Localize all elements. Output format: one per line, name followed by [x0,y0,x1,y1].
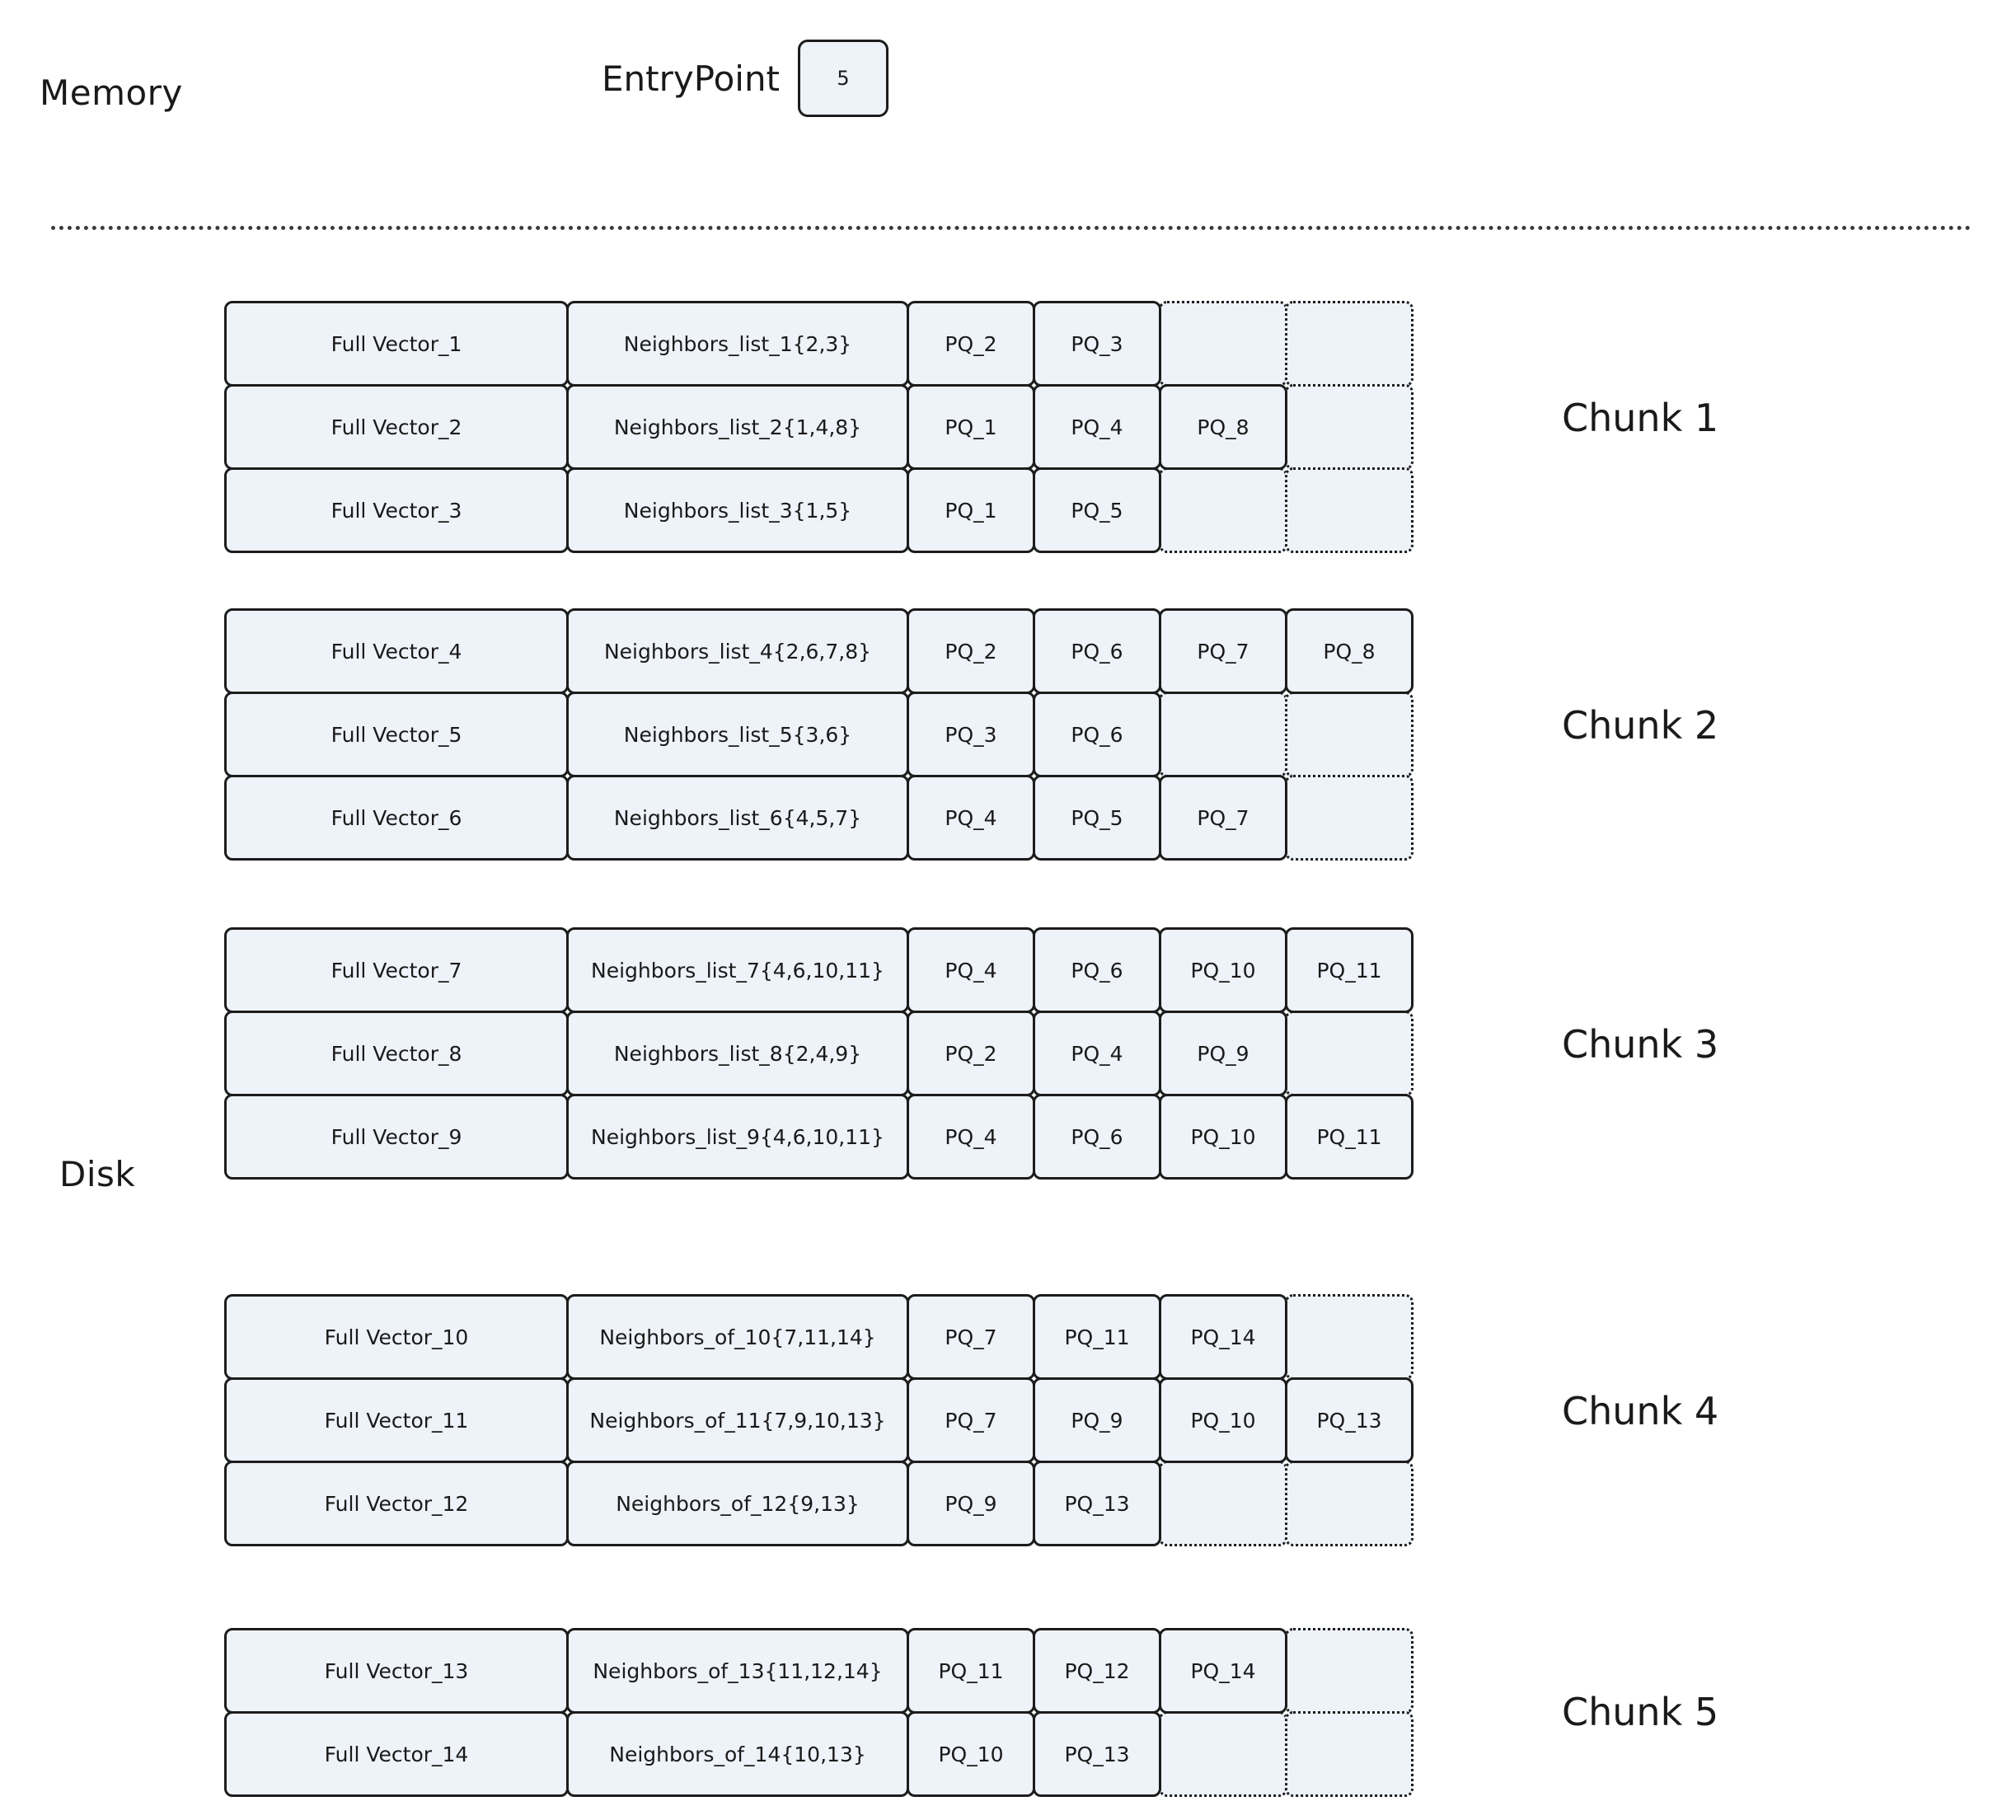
full-vector-cell[interactable]: Full Vector_3 [224,467,569,553]
full-vector-cell[interactable]: Full Vector_13 [224,1628,569,1714]
pq-cell[interactable]: PQ_6 [1033,692,1161,777]
pq-cell[interactable]: PQ_4 [1033,384,1161,470]
chunk-title: Chunk 3 [1562,1022,1719,1067]
pq-cell[interactable]: PQ_13 [1033,1711,1161,1797]
pq-cell[interactable]: PQ_9 [1033,1377,1161,1463]
chunk-row [224,1461,1414,1546]
chunk-rows [224,1294,1414,1546]
chunk-rows [224,608,1414,861]
disk-label: Disk [59,1154,136,1194]
neighbors-list-cell[interactable]: Neighbors_of_13{11,12,14} [566,1628,909,1714]
neighbors-list-cell[interactable]: Neighbors_list_1{2,3} [566,301,909,387]
memory-label: Memory [40,73,183,113]
pq-cell[interactable]: PQ_10 [907,1711,1035,1797]
pq-cell[interactable]: PQ_9 [1159,1011,1287,1096]
chunk-row [224,1377,1414,1463]
pq-cell[interactable]: PQ_10 [1159,927,1287,1013]
pq-cell[interactable]: PQ_10 [1159,1094,1287,1180]
chunk-row [224,608,1414,694]
neighbors-list-cell[interactable]: Neighbors_of_11{7,9,10,13} [566,1377,909,1463]
full-vector-cell[interactable]: Full Vector_1 [224,301,569,387]
full-vector-cell[interactable]: Full Vector_10 [224,1294,569,1380]
pq-cell[interactable]: PQ_8 [1285,608,1414,694]
neighbors-list-cell[interactable]: Neighbors_list_9{4,6,10,11} [566,1094,909,1180]
empty-pq-slot [1285,1711,1414,1797]
chunk-row [224,1294,1414,1380]
neighbors-list-cell[interactable]: Neighbors_list_6{4,5,7} [566,775,909,861]
pq-cell[interactable]: PQ_5 [1033,775,1161,861]
pq-cell[interactable]: PQ_1 [907,384,1035,470]
neighbors-list-cell[interactable]: Neighbors_list_7{4,6,10,11} [566,927,909,1013]
pq-cell[interactable]: PQ_7 [907,1294,1035,1380]
chunk-title: Chunk 5 [1562,1690,1719,1734]
full-vector-cell[interactable]: Full Vector_2 [224,384,569,470]
neighbors-list-cell[interactable]: Neighbors_list_4{2,6,7,8} [566,608,909,694]
pq-cell[interactable]: PQ_7 [1159,608,1287,694]
neighbors-list-cell[interactable]: Neighbors_of_10{7,11,14} [566,1294,909,1380]
pq-cell[interactable]: PQ_4 [907,775,1035,861]
empty-pq-slot [1285,775,1414,861]
chunk-row [224,775,1414,861]
pq-cell[interactable]: PQ_2 [907,301,1035,387]
pq-cell[interactable]: PQ_7 [1159,775,1287,861]
pq-cell[interactable]: PQ_11 [1285,927,1414,1013]
empty-pq-slot [1285,467,1414,553]
pq-cell[interactable]: PQ_13 [1033,1461,1161,1546]
pq-cell[interactable]: PQ_4 [907,927,1035,1013]
empty-pq-slot [1285,1461,1414,1546]
empty-pq-slot [1285,301,1414,387]
pq-cell[interactable]: PQ_4 [907,1094,1035,1180]
chunk-row [224,692,1414,777]
empty-pq-slot [1159,1711,1287,1797]
neighbors-list-cell[interactable]: Neighbors_list_3{1,5} [566,467,909,553]
pq-cell[interactable]: PQ_6 [1033,608,1161,694]
chunk-row [224,1094,1414,1180]
pq-cell[interactable]: PQ_3 [907,692,1035,777]
empty-pq-slot [1159,1461,1287,1546]
entrypoint-group [602,40,888,117]
entrypoint-value: 5 [837,67,850,90]
full-vector-cell[interactable]: Full Vector_7 [224,927,569,1013]
neighbors-list-cell[interactable]: Neighbors_list_8{2,4,9} [566,1011,909,1096]
empty-pq-slot [1285,1011,1414,1096]
empty-pq-slot [1285,692,1414,777]
chunk-row [224,1011,1414,1096]
neighbors-list-cell[interactable]: Neighbors_list_5{3,6} [566,692,909,777]
pq-cell[interactable]: PQ_6 [1033,927,1161,1013]
pq-cell[interactable]: PQ_14 [1159,1628,1287,1714]
pq-cell[interactable]: PQ_11 [1033,1294,1161,1380]
chunk-row [224,467,1414,553]
chunk-row [224,301,1414,387]
pq-cell[interactable]: PQ_13 [1285,1377,1414,1463]
pq-cell[interactable]: PQ_9 [907,1461,1035,1546]
empty-pq-slot [1285,1628,1414,1714]
empty-pq-slot [1159,692,1287,777]
pq-cell[interactable]: PQ_2 [907,1011,1035,1096]
full-vector-cell[interactable]: Full Vector_5 [224,692,569,777]
pq-cell[interactable]: PQ_14 [1159,1294,1287,1380]
memory-disk-divider [51,226,1971,230]
pq-cell[interactable]: PQ_11 [1285,1094,1414,1180]
chunk-row [224,1711,1414,1797]
chunk-row [224,1628,1414,1714]
empty-pq-slot [1285,384,1414,470]
neighbors-list-cell[interactable]: Neighbors_of_14{10,13} [566,1711,909,1797]
pq-cell[interactable]: PQ_8 [1159,384,1287,470]
pq-cell[interactable]: PQ_5 [1033,467,1161,553]
empty-pq-slot [1159,301,1287,387]
empty-pq-slot [1285,1294,1414,1380]
full-vector-cell[interactable]: Full Vector_6 [224,775,569,861]
pq-cell[interactable]: PQ_6 [1033,1094,1161,1180]
chunk-title: Chunk 1 [1562,396,1719,440]
chunk-row [224,927,1414,1013]
full-vector-cell[interactable]: Full Vector_12 [224,1461,569,1546]
full-vector-cell[interactable]: Full Vector_11 [224,1377,569,1463]
pq-cell[interactable]: PQ_2 [907,608,1035,694]
pq-cell[interactable]: PQ_12 [1033,1628,1161,1714]
entrypoint-label: EntryPoint [602,58,781,99]
chunk-title: Chunk 4 [1562,1389,1719,1433]
pq-cell[interactable]: PQ_1 [907,467,1035,553]
full-vector-cell[interactable]: Full Vector_9 [224,1094,569,1180]
full-vector-cell[interactable]: Full Vector_8 [224,1011,569,1096]
full-vector-cell[interactable]: Full Vector_4 [224,608,569,694]
pq-cell[interactable]: PQ_4 [1033,1011,1161,1096]
empty-pq-slot [1159,467,1287,553]
chunk-rows [224,301,1414,553]
pq-cell[interactable]: PQ_7 [907,1377,1035,1463]
chunk-title: Chunk 2 [1562,703,1719,748]
chunk-rows [224,927,1414,1180]
chunk-rows [224,1628,1414,1797]
full-vector-cell[interactable]: Full Vector_14 [224,1711,569,1797]
pq-cell[interactable]: PQ_10 [1159,1377,1287,1463]
neighbors-list-cell[interactable]: Neighbors_list_2{1,4,8} [566,384,909,470]
pq-cell[interactable]: PQ_11 [907,1628,1035,1714]
neighbors-list-cell[interactable]: Neighbors_of_12{9,13} [566,1461,909,1546]
pq-cell[interactable]: PQ_3 [1033,301,1161,387]
chunk-row [224,384,1414,470]
entrypoint-value-box[interactable] [798,40,888,117]
